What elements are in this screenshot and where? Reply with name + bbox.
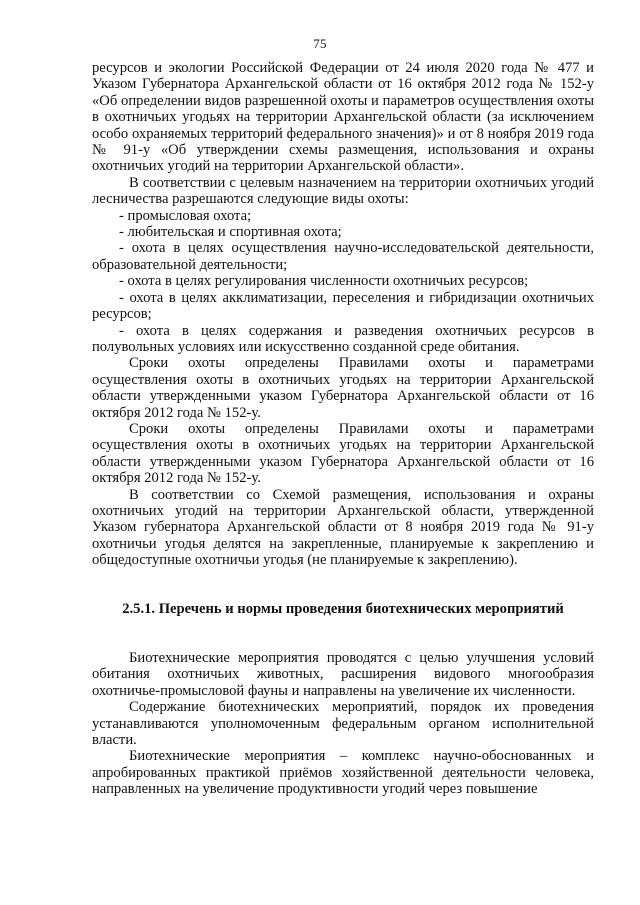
- paragraph-hunting-periods-2: Сроки охоты определены Правилами охоты и параметрами осуществления охоты в охотничьих угодьях на территории Архангельской области утвержденными указом Губернатора Архангельской области от 16 октября 2012 года № 152-у.: [92, 420, 594, 487]
- list-item-commercial-hunting: - промысловая охота;: [119, 207, 252, 224]
- paragraph-hunting-grounds-scheme: В соответствии со Схемой размещения, использования и охраны охотничьих угодий на территории Архангельской области, утвержденной Указом губернатора Архангельской области от 8 ноября 2019 года № 91-у охотничьи угодья делятся на закрепленные, планируемые к закреплению и общедоступные охотничьи угодья (не планируемые к закреплению).: [92, 486, 594, 569]
- paragraph-hunting-types-intro: В соответствии с целевым назначением на территории охотничьих угодий лесничества разрешаются следующие виды охоты:: [92, 174, 594, 208]
- document-body: [92, 60, 594, 798]
- list-item-acclimatization-hunting: - охота в целях акклиматизации, переселения и гибридизации охотничьих ресурсов;: [92, 289, 594, 323]
- list-item-regulation-hunting: - охота в целях регулирования численности охотничьих ресурсов;: [119, 273, 529, 290]
- paragraph-hunting-periods-1: Сроки охоты определены Правилами охоты и параметрами осуществления охоты в охотничьих угодьях на территории Архангельской области утвержденными указом Губернатора Архангельской области от 16 октября 2012 года № 152-у.: [92, 355, 594, 421]
- paragraph-continuation: ресурсов и экологии Российской Федерации от 24 июля 2020 года № 477 и Указом Губернатора Архангельской области от 16 октября 2012 года № 152-у «Об определении видов разрешенной охоты и параметров осуществления охоты в охотничьих угодьях на территории Архангельской области (за исключением особо охраняемых территорий федерального значения)» и от 8 ноября 2019 года № 91-у «Об утверждении схемы размещения, использования и охраны охотничьих угодий на территории Архангельской области».: [92, 60, 594, 175]
- list-item-amateur-hunting: - любительская и спортивная охота;: [119, 224, 342, 241]
- page-number: 75: [313, 36, 327, 51]
- paragraph-biotech-definition: Биотехнические мероприятия – комплекс научно-обоснованных и апробированных практикой приёмов хозяйственной деятельности человека, направленных на увеличение продуктивности угодий через повышение: [92, 748, 594, 798]
- paragraph-biotech-content: Содержание биотехнических мероприятий, порядок их проведения устанавливаются уполномоченным федеральным органом исполнительной власти.: [92, 699, 594, 749]
- paragraph-biotech-purpose: Биотехнические мероприятия проводятся с целью улучшения условий обитания охотничьих животных, расширения видового многообразия охотничье-промысловой фауны и направлены на увеличение их численности.: [92, 650, 594, 699]
- section-heading: 2.5.1. Перечень и нормы проведения биотехнических мероприятий: [122, 600, 564, 617]
- list-item-research-hunting: - охота в целях осуществления научно-исследовательской деятельности, образовательной деятельности;: [92, 240, 594, 273]
- list-item-breeding-hunting: - охота в целях содержания и разведения охотничьих ресурсов в полувольных условиях или искусственно созданной среде обитания.: [92, 322, 594, 355]
